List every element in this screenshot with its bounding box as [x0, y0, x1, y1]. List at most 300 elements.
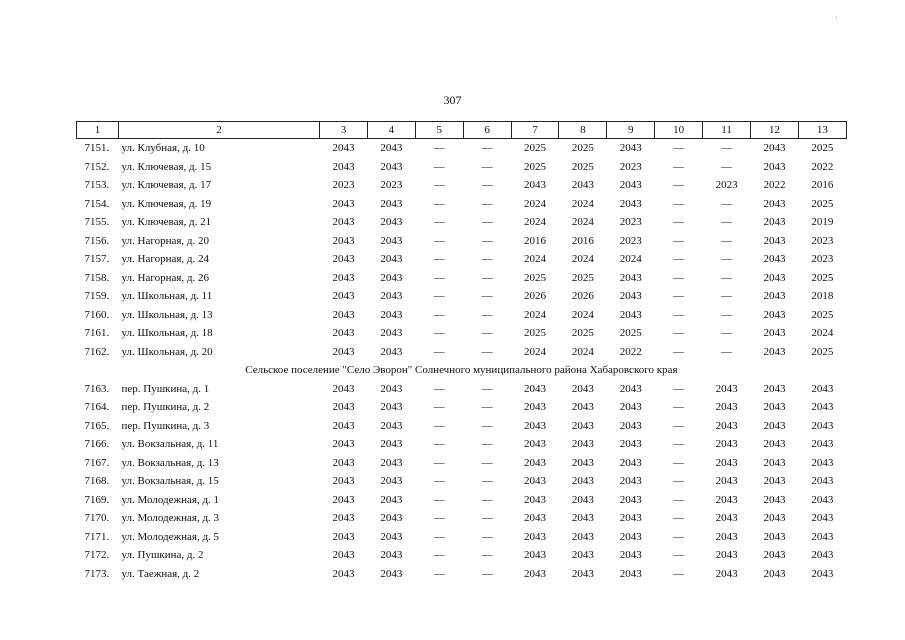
year-cell: —: [673, 456, 685, 469]
year-cell: 2043: [811, 419, 834, 432]
address-cell: ул. Вокзальная, д. 15: [121, 475, 219, 487]
year-cell: —: [721, 197, 733, 210]
year-cell: 2043: [715, 456, 738, 469]
year-cell: 2043: [524, 512, 546, 524]
column-header: 12: [751, 122, 799, 139]
year-cell: —: [481, 549, 493, 561]
year-cell: 2043: [524, 475, 546, 487]
year-cell: —: [673, 197, 685, 210]
year-cell: 2026: [524, 290, 546, 302]
year-cell: 2043: [619, 512, 642, 524]
year-cell: 2043: [763, 345, 786, 358]
row-number: 7152.: [84, 160, 110, 173]
address-cell: пер. Пушкина, д. 1: [121, 382, 210, 395]
year-cell: —: [673, 345, 685, 358]
address-cell: пер. Пушкина, д. 2: [121, 401, 210, 413]
year-cell: 2043: [619, 271, 642, 284]
row-number: 7167.: [84, 456, 110, 469]
year-cell: —: [721, 345, 733, 358]
column-header: 11: [703, 122, 751, 139]
year-cell: —: [433, 512, 445, 524]
year-cell: 2043: [571, 382, 594, 395]
data-table: [76, 121, 847, 583]
table-row: [77, 139, 847, 158]
year-cell: 2043: [524, 382, 546, 395]
year-cell: —: [433, 549, 445, 561]
year-cell: 2043: [571, 549, 594, 561]
year-cell: 2043: [571, 419, 594, 432]
year-cell: 2043: [763, 456, 786, 469]
year-cell: 2043: [763, 160, 786, 173]
year-cell: 2023: [619, 234, 642, 247]
year-cell: 2043: [763, 197, 786, 210]
column-header: 7: [511, 122, 559, 139]
year-cell: 2043: [763, 419, 786, 432]
year-cell: 2043: [332, 160, 355, 173]
year-cell: 2024: [571, 216, 594, 228]
column-header: 1: [77, 122, 119, 139]
year-cell: —: [433, 290, 445, 302]
year-cell: 2043: [811, 530, 834, 543]
year-cell: —: [673, 179, 685, 191]
year-cell: —: [673, 549, 685, 561]
address-cell: ул. Клубная, д. 10: [121, 142, 205, 154]
year-cell: —: [481, 493, 493, 506]
year-cell: —: [433, 197, 445, 210]
year-cell: 2043: [332, 438, 355, 450]
year-cell: 2023: [619, 216, 642, 228]
year-cell: 2043: [571, 438, 594, 450]
year-cell: 2023: [715, 179, 738, 191]
year-cell: 2024: [811, 327, 834, 339]
column-header: 10: [655, 122, 703, 139]
year-cell: —: [481, 401, 493, 413]
year-cell: 2025: [811, 142, 834, 154]
year-cell: 2043: [763, 493, 786, 506]
year-cell: 2043: [619, 493, 642, 506]
year-cell: —: [721, 142, 733, 154]
year-cell: 2043: [380, 142, 403, 154]
address-cell: ул. Молодежная, д. 5: [121, 530, 220, 543]
year-cell: 2043: [380, 493, 403, 506]
year-cell: 2016: [811, 179, 834, 191]
year-cell: —: [481, 327, 493, 339]
year-cell: 2023: [380, 179, 403, 191]
year-cell: —: [673, 234, 685, 247]
year-cell: 2043: [524, 530, 546, 543]
year-cell: 2043: [380, 290, 403, 302]
year-cell: 2043: [380, 382, 403, 395]
year-cell: 2043: [571, 179, 594, 191]
year-cell: 2043: [571, 401, 594, 413]
year-cell: 2043: [763, 438, 786, 450]
table-row: [77, 417, 847, 436]
year-cell: —: [481, 253, 493, 265]
row-number: 7173.: [84, 567, 110, 580]
address-cell: ул. Вокзальная, д. 11: [121, 438, 219, 450]
year-cell: —: [481, 419, 493, 432]
year-cell: —: [673, 290, 685, 302]
table-row: [77, 176, 847, 195]
year-cell: 2043: [715, 475, 738, 487]
year-cell: 2043: [524, 567, 546, 580]
year-cell: 2023: [619, 160, 642, 173]
year-cell: 2043: [811, 382, 834, 395]
year-cell: 2043: [619, 290, 642, 302]
year-cell: 2043: [380, 419, 403, 432]
year-cell: —: [673, 493, 685, 506]
table-row: [77, 454, 847, 473]
year-cell: —: [481, 456, 493, 469]
year-cell: 2043: [811, 401, 834, 413]
year-cell: 2025: [619, 327, 642, 339]
year-cell: 2043: [763, 216, 786, 228]
year-cell: 2043: [811, 493, 834, 506]
row-number: 7163.: [84, 382, 110, 395]
year-cell: 2025: [524, 142, 546, 154]
year-cell: —: [481, 308, 493, 321]
year-cell: 2024: [571, 197, 594, 210]
year-cell: —: [673, 327, 685, 339]
year-cell: 2043: [619, 419, 642, 432]
year-cell: 2043: [380, 271, 403, 284]
year-cell: 2043: [763, 512, 786, 524]
year-cell: 2043: [763, 271, 786, 284]
row-number: 7166.: [84, 438, 110, 450]
year-cell: —: [481, 567, 493, 580]
year-cell: 2043: [715, 512, 738, 524]
table-row: [77, 435, 847, 454]
year-cell: —: [481, 197, 493, 210]
address-cell: ул. Ключевая, д. 19: [121, 197, 212, 210]
year-cell: 2024: [619, 253, 642, 265]
year-cell: 2043: [380, 401, 403, 413]
year-cell: 2024: [524, 197, 546, 210]
year-cell: —: [721, 290, 733, 302]
year-cell: 2025: [811, 345, 834, 358]
year-cell: 2043: [332, 382, 355, 395]
table-row: [77, 158, 847, 177]
table-row: [77, 232, 847, 251]
year-cell: —: [673, 401, 685, 413]
address-cell: ул. Ключевая, д. 15: [121, 160, 212, 173]
table-row: [77, 398, 847, 417]
row-number: 7154.: [84, 197, 110, 210]
year-cell: —: [481, 216, 493, 228]
column-header: 3: [320, 122, 368, 139]
year-cell: 2043: [715, 530, 738, 543]
row-number: 7160.: [84, 308, 110, 321]
column-header: 2: [119, 122, 320, 139]
year-cell: 2043: [571, 475, 594, 487]
year-cell: —: [721, 308, 733, 321]
year-cell: 2016: [524, 234, 546, 247]
year-cell: 2043: [619, 530, 642, 543]
year-cell: 2016: [571, 234, 594, 247]
row-number: 7159.: [84, 290, 110, 302]
address-cell: ул. Вокзальная, д. 13: [121, 456, 219, 469]
year-cell: —: [433, 530, 445, 543]
year-cell: 2043: [380, 438, 403, 450]
address-cell: ул. Нагорная, д. 24: [121, 253, 209, 265]
year-cell: 2025: [571, 327, 594, 339]
year-cell: 2043: [332, 456, 355, 469]
year-cell: 2043: [763, 308, 786, 321]
year-cell: 2043: [380, 234, 403, 247]
year-cell: 2024: [524, 216, 546, 228]
year-cell: 2043: [715, 419, 738, 432]
table-row: [77, 213, 847, 232]
year-cell: —: [721, 271, 733, 284]
address-cell: пер. Пушкина, д. 3: [121, 419, 210, 432]
year-cell: 2043: [763, 327, 786, 339]
year-cell: 2043: [332, 216, 355, 228]
year-cell: 2043: [380, 530, 403, 543]
table-row: [77, 472, 847, 491]
year-cell: —: [673, 160, 685, 173]
address-cell: ул. Школьная, д. 13: [121, 308, 213, 321]
row-number: 7165.: [84, 419, 110, 432]
row-number: 7170.: [84, 512, 110, 524]
year-cell: 2043: [571, 512, 594, 524]
section-title: Сельское поселение "Село Эворон" Солнечного муниципального района Хабаровского края: [245, 364, 678, 376]
year-cell: 2023: [332, 179, 355, 191]
column-header: 4: [367, 122, 415, 139]
row-number: 7161.: [84, 327, 110, 339]
year-cell: 2043: [380, 160, 403, 173]
year-cell: 2025: [524, 271, 546, 284]
year-cell: —: [673, 567, 685, 580]
address-cell: ул. Молодежная, д. 3: [121, 512, 220, 524]
year-cell: —: [433, 271, 445, 284]
year-cell: 2043: [619, 549, 642, 561]
table-row: [77, 195, 847, 214]
year-cell: 2043: [332, 290, 355, 302]
year-cell: 2022: [619, 345, 642, 358]
year-cell: 2043: [524, 456, 546, 469]
year-cell: 2025: [811, 271, 834, 284]
year-cell: —: [433, 179, 445, 191]
year-cell: —: [673, 216, 685, 228]
table-row: [77, 380, 847, 399]
column-header: 8: [559, 122, 607, 139]
year-cell: 2025: [524, 160, 546, 173]
page-number: 307: [443, 93, 462, 107]
column-header: 13: [798, 122, 846, 139]
table-row: [77, 250, 847, 269]
year-cell: 2043: [715, 382, 738, 395]
year-cell: 2043: [380, 456, 403, 469]
year-cell: 2025: [571, 142, 594, 154]
year-cell: —: [481, 345, 493, 358]
year-cell: 2043: [763, 401, 786, 413]
year-cell: 2043: [380, 512, 403, 524]
year-cell: 2043: [332, 512, 355, 524]
year-cell: 2043: [332, 234, 355, 247]
year-cell: 2043: [619, 179, 642, 191]
year-cell: 2043: [380, 567, 403, 580]
year-cell: 2043: [524, 438, 546, 450]
year-cell: 2043: [811, 456, 834, 469]
year-cell: —: [673, 419, 685, 432]
year-cell: 2043: [715, 438, 738, 450]
year-cell: 2043: [619, 401, 642, 413]
table-row: [77, 491, 847, 510]
row-number: 7156.: [84, 234, 110, 247]
year-cell: 2024: [571, 345, 594, 358]
year-cell: 2043: [380, 308, 403, 321]
table-row: [77, 546, 847, 565]
year-cell: —: [433, 419, 445, 432]
year-cell: —: [433, 401, 445, 413]
year-cell: 2043: [380, 253, 403, 265]
year-cell: —: [433, 216, 445, 228]
year-cell: 2043: [715, 567, 738, 580]
year-cell: —: [481, 382, 493, 395]
year-cell: 2043: [763, 530, 786, 543]
year-cell: 2043: [332, 549, 355, 561]
year-cell: —: [721, 327, 733, 339]
row-number: 7158.: [84, 271, 110, 284]
year-cell: —: [673, 530, 685, 543]
year-cell: —: [673, 512, 685, 524]
row-number: 7162.: [84, 345, 110, 358]
year-cell: 2043: [332, 530, 355, 543]
year-cell: —: [673, 475, 685, 487]
year-cell: 2024: [524, 345, 546, 358]
year-cell: 2024: [524, 253, 546, 265]
year-cell: 2043: [524, 419, 546, 432]
year-cell: 2043: [763, 475, 786, 487]
year-cell: 2043: [811, 549, 834, 561]
year-cell: 2043: [811, 512, 834, 524]
year-cell: 2043: [332, 253, 355, 265]
year-cell: 2043: [332, 197, 355, 210]
table-body: [77, 139, 847, 584]
year-cell: 2043: [619, 456, 642, 469]
year-cell: —: [721, 234, 733, 247]
address-cell: ул. Школьная, д. 18: [121, 327, 213, 339]
year-cell: —: [673, 253, 685, 265]
year-cell: —: [721, 216, 733, 228]
year-cell: 2025: [811, 308, 834, 321]
year-cell: 2043: [763, 290, 786, 302]
year-cell: 2043: [763, 142, 786, 154]
year-cell: 2023: [811, 234, 834, 247]
year-cell: 2043: [380, 549, 403, 561]
year-cell: 2019: [811, 216, 834, 228]
table-row: [77, 528, 847, 547]
year-cell: —: [433, 253, 445, 265]
row-number: 7172.: [84, 549, 110, 561]
year-cell: 2043: [811, 567, 834, 580]
year-cell: 2043: [332, 567, 355, 580]
row-number: 7151.: [84, 142, 110, 154]
address-cell: ул. Школьная, д. 20: [121, 345, 213, 358]
year-cell: 2024: [571, 308, 594, 321]
year-cell: 2025: [571, 160, 594, 173]
year-cell: 2024: [524, 308, 546, 321]
year-cell: —: [481, 234, 493, 247]
address-cell: ул. Ключевая, д. 21: [121, 216, 212, 228]
year-cell: 2043: [619, 308, 642, 321]
year-cell: —: [433, 438, 445, 450]
row-number: 7155.: [84, 216, 110, 228]
year-cell: —: [673, 382, 685, 395]
year-cell: 2043: [763, 549, 786, 561]
address-cell: ул. Таежная, д. 2: [121, 567, 200, 580]
year-cell: 2043: [571, 530, 594, 543]
year-cell: —: [481, 438, 493, 450]
year-cell: 2043: [619, 438, 642, 450]
year-cell: 2025: [571, 271, 594, 284]
year-cell: 2043: [763, 567, 786, 580]
year-cell: 2043: [524, 549, 546, 561]
table-row: [77, 343, 847, 362]
year-cell: 2043: [763, 253, 786, 265]
year-cell: 2043: [332, 419, 355, 432]
row-number: 7169.: [84, 493, 110, 506]
row-number: 7168.: [84, 475, 110, 487]
year-cell: 2043: [332, 475, 355, 487]
table-row: [77, 269, 847, 288]
year-cell: 2043: [619, 197, 642, 210]
year-cell: —: [673, 308, 685, 321]
year-cell: 2043: [715, 549, 738, 561]
column-header: 6: [463, 122, 511, 139]
table-row: [77, 509, 847, 528]
year-cell: 2043: [332, 327, 355, 339]
header-row: [77, 122, 847, 139]
year-cell: —: [433, 382, 445, 395]
year-cell: 2043: [380, 216, 403, 228]
year-cell: 2026: [571, 290, 594, 302]
year-cell: —: [481, 142, 493, 154]
year-cell: —: [481, 530, 493, 543]
table-row: [77, 324, 847, 343]
year-cell: —: [481, 271, 493, 284]
year-cell: 2043: [332, 142, 355, 154]
year-cell: 2043: [524, 179, 546, 191]
address-cell: ул. Нагорная, д. 20: [121, 234, 209, 247]
year-cell: —: [481, 512, 493, 524]
year-cell: 2043: [380, 197, 403, 210]
year-cell: 2043: [332, 271, 355, 284]
year-cell: 2024: [571, 253, 594, 265]
year-cell: 2023: [811, 253, 834, 265]
year-cell: 2043: [524, 493, 546, 506]
year-cell: —: [433, 160, 445, 173]
year-cell: 2043: [811, 475, 834, 487]
year-cell: 2043: [571, 493, 594, 506]
year-cell: —: [433, 493, 445, 506]
year-cell: 2043: [332, 308, 355, 321]
table-header: [77, 122, 847, 139]
row-number: 7164.: [84, 401, 110, 413]
year-cell: —: [433, 456, 445, 469]
row-number: 7171.: [84, 530, 110, 543]
row-number: 7153.: [84, 179, 110, 191]
year-cell: 2043: [524, 401, 546, 413]
year-cell: —: [481, 290, 493, 302]
year-cell: 2043: [380, 475, 403, 487]
table-row: [77, 287, 847, 306]
year-cell: 2025: [811, 197, 834, 210]
year-cell: 2043: [763, 234, 786, 247]
column-header: 9: [607, 122, 655, 139]
scan-speck: [836, 17, 837, 18]
year-cell: —: [673, 142, 685, 154]
